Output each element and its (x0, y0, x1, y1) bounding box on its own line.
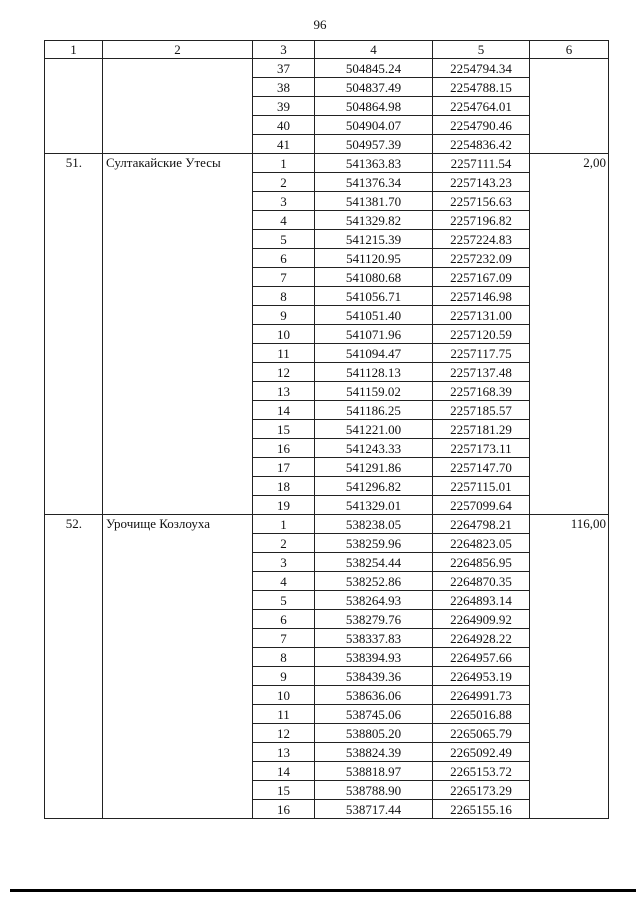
point-number: 4 (253, 211, 315, 230)
coordinate-y: 2254794.34 (433, 59, 530, 78)
coordinate-x: 541215.39 (315, 230, 433, 249)
coordinate-x: 538439.36 (315, 667, 433, 686)
coordinates-table (44, 40, 609, 819)
point-number: 2 (253, 534, 315, 553)
coordinate-y: 2264856.95 (433, 553, 530, 572)
point-number: 15 (253, 420, 315, 439)
coordinate-x: 541329.82 (315, 211, 433, 230)
object-name: Султакайские Утесы (103, 154, 253, 515)
point-number: 9 (253, 667, 315, 686)
point-number: 4 (253, 572, 315, 591)
object-area: 116,00 (530, 515, 609, 819)
coordinate-y: 2257115.01 (433, 477, 530, 496)
point-number: 16 (253, 439, 315, 458)
coordinate-y: 2257185.57 (433, 401, 530, 420)
coordinate-y: 2257131.00 (433, 306, 530, 325)
coordinate-y: 2257146.98 (433, 287, 530, 306)
point-number: 14 (253, 762, 315, 781)
coordinate-y: 2264953.19 (433, 667, 530, 686)
point-number: 8 (253, 287, 315, 306)
coordinate-x: 541051.40 (315, 306, 433, 325)
point-number: 11 (253, 705, 315, 724)
coordinate-x: 538745.06 (315, 705, 433, 724)
point-number: 6 (253, 249, 315, 268)
coordinate-x: 541056.71 (315, 287, 433, 306)
header-row (45, 41, 609, 59)
coordinate-y: 2264957.66 (433, 648, 530, 667)
object-name: Урочище Козлоуха (103, 515, 253, 819)
coordinate-y: 2257181.29 (433, 420, 530, 439)
coordinate-x: 538818.97 (315, 762, 433, 781)
column-header-2: 2 (103, 41, 253, 59)
coordinate-y: 2257156.63 (433, 192, 530, 211)
coordinate-y: 2254764.01 (433, 97, 530, 116)
point-number: 19 (253, 496, 315, 515)
column-header-1: 1 (45, 41, 103, 59)
point-number: 15 (253, 781, 315, 800)
coordinate-x: 504957.39 (315, 135, 433, 154)
coordinate-y: 2257224.83 (433, 230, 530, 249)
coordinate-y: 2264823.05 (433, 534, 530, 553)
coordinate-x: 538238.05 (315, 515, 433, 534)
coordinate-y: 2257147.70 (433, 458, 530, 477)
coordinate-y: 2265153.72 (433, 762, 530, 781)
coordinate-y: 2257232.09 (433, 249, 530, 268)
column-header-6: 6 (530, 41, 609, 59)
coordinate-x: 541291.86 (315, 458, 433, 477)
table-row (45, 154, 609, 173)
point-number: 13 (253, 382, 315, 401)
coordinate-y: 2257111.54 (433, 154, 530, 173)
coordinate-y: 2264870.35 (433, 572, 530, 591)
coordinate-x: 538337.83 (315, 629, 433, 648)
coordinate-x: 538717.44 (315, 800, 433, 819)
coordinate-x: 538264.93 (315, 591, 433, 610)
coordinate-x: 541186.25 (315, 401, 433, 420)
point-number: 11 (253, 344, 315, 363)
point-number: 13 (253, 743, 315, 762)
point-number: 9 (253, 306, 315, 325)
coordinate-y: 2257168.39 (433, 382, 530, 401)
column-header-3: 3 (253, 41, 315, 59)
object-name (103, 59, 253, 154)
coordinate-x: 541128.13 (315, 363, 433, 382)
point-number: 17 (253, 458, 315, 477)
point-number: 5 (253, 591, 315, 610)
point-number: 1 (253, 515, 315, 534)
coordinate-x: 504864.98 (315, 97, 433, 116)
page-number: 96 (313, 17, 327, 32)
coordinate-y: 2257137.48 (433, 363, 530, 382)
point-number: 18 (253, 477, 315, 496)
coordinate-y: 2257099.64 (433, 496, 530, 515)
point-number: 12 (253, 724, 315, 743)
coordinate-x: 541094.47 (315, 344, 433, 363)
coordinate-x: 538805.20 (315, 724, 433, 743)
point-number: 38 (253, 78, 315, 97)
bottom-rule (10, 889, 636, 892)
coordinate-y: 2264909.92 (433, 610, 530, 629)
coordinate-y: 2257143.23 (433, 173, 530, 192)
coordinate-y: 2257196.82 (433, 211, 530, 230)
column-header-4: 4 (315, 41, 433, 59)
coordinate-y: 2264991.73 (433, 686, 530, 705)
coordinate-x: 541363.83 (315, 154, 433, 173)
coordinate-x: 504904.07 (315, 116, 433, 135)
coordinate-x: 504845.24 (315, 59, 433, 78)
coordinate-y: 2254788.15 (433, 78, 530, 97)
point-number: 1 (253, 154, 315, 173)
coordinate-y: 2265016.88 (433, 705, 530, 724)
point-number: 16 (253, 800, 315, 819)
point-number: 10 (253, 325, 315, 344)
point-number: 2 (253, 173, 315, 192)
point-number: 40 (253, 116, 315, 135)
point-number: 14 (253, 401, 315, 420)
coordinate-x: 541296.82 (315, 477, 433, 496)
coordinate-y: 2265092.49 (433, 743, 530, 762)
coordinate-x: 541376.34 (315, 173, 433, 192)
coordinate-y: 2265155.16 (433, 800, 530, 819)
coordinate-y: 2265065.79 (433, 724, 530, 743)
coordinate-x: 538259.96 (315, 534, 433, 553)
point-number: 3 (253, 553, 315, 572)
coordinate-x: 538788.90 (315, 781, 433, 800)
coordinate-y: 2257173.11 (433, 439, 530, 458)
coordinate-y: 2254790.46 (433, 116, 530, 135)
coordinate-x: 541329.01 (315, 496, 433, 515)
coordinate-x: 538636.06 (315, 686, 433, 705)
table-row (45, 515, 609, 534)
coordinate-y: 2257167.09 (433, 268, 530, 287)
coordinate-x: 541381.70 (315, 192, 433, 211)
coordinate-y: 2257117.75 (433, 344, 530, 363)
point-number: 7 (253, 629, 315, 648)
point-number: 41 (253, 135, 315, 154)
point-number: 10 (253, 686, 315, 705)
coordinate-x: 541120.95 (315, 249, 433, 268)
object-number (45, 59, 103, 154)
point-number: 12 (253, 363, 315, 382)
coordinate-y: 2264893.14 (433, 591, 530, 610)
coordinate-x: 538394.93 (315, 648, 433, 667)
coordinate-x: 504837.49 (315, 78, 433, 97)
object-number: 51. (45, 154, 103, 515)
coordinate-x: 538824.39 (315, 743, 433, 762)
coordinate-x: 538279.76 (315, 610, 433, 629)
object-area (530, 59, 609, 154)
coordinate-x: 541243.33 (315, 439, 433, 458)
coordinate-x: 541159.02 (315, 382, 433, 401)
coordinate-y: 2257120.59 (433, 325, 530, 344)
point-number: 37 (253, 59, 315, 78)
column-header-5: 5 (433, 41, 530, 59)
object-number: 52. (45, 515, 103, 819)
coordinate-y: 2254836.42 (433, 135, 530, 154)
table-row (45, 59, 609, 78)
coordinate-x: 541221.00 (315, 420, 433, 439)
point-number: 7 (253, 268, 315, 287)
point-number: 3 (253, 192, 315, 211)
point-number: 39 (253, 97, 315, 116)
point-number: 8 (253, 648, 315, 667)
point-number: 5 (253, 230, 315, 249)
object-area: 2,00 (530, 154, 609, 515)
coordinate-x: 538252.86 (315, 572, 433, 591)
coordinate-y: 2264798.21 (433, 515, 530, 534)
coordinate-y: 2264928.22 (433, 629, 530, 648)
coordinate-x: 541080.68 (315, 268, 433, 287)
coordinate-y: 2265173.29 (433, 781, 530, 800)
coordinate-x: 541071.96 (315, 325, 433, 344)
coordinate-x: 538254.44 (315, 553, 433, 572)
point-number: 6 (253, 610, 315, 629)
